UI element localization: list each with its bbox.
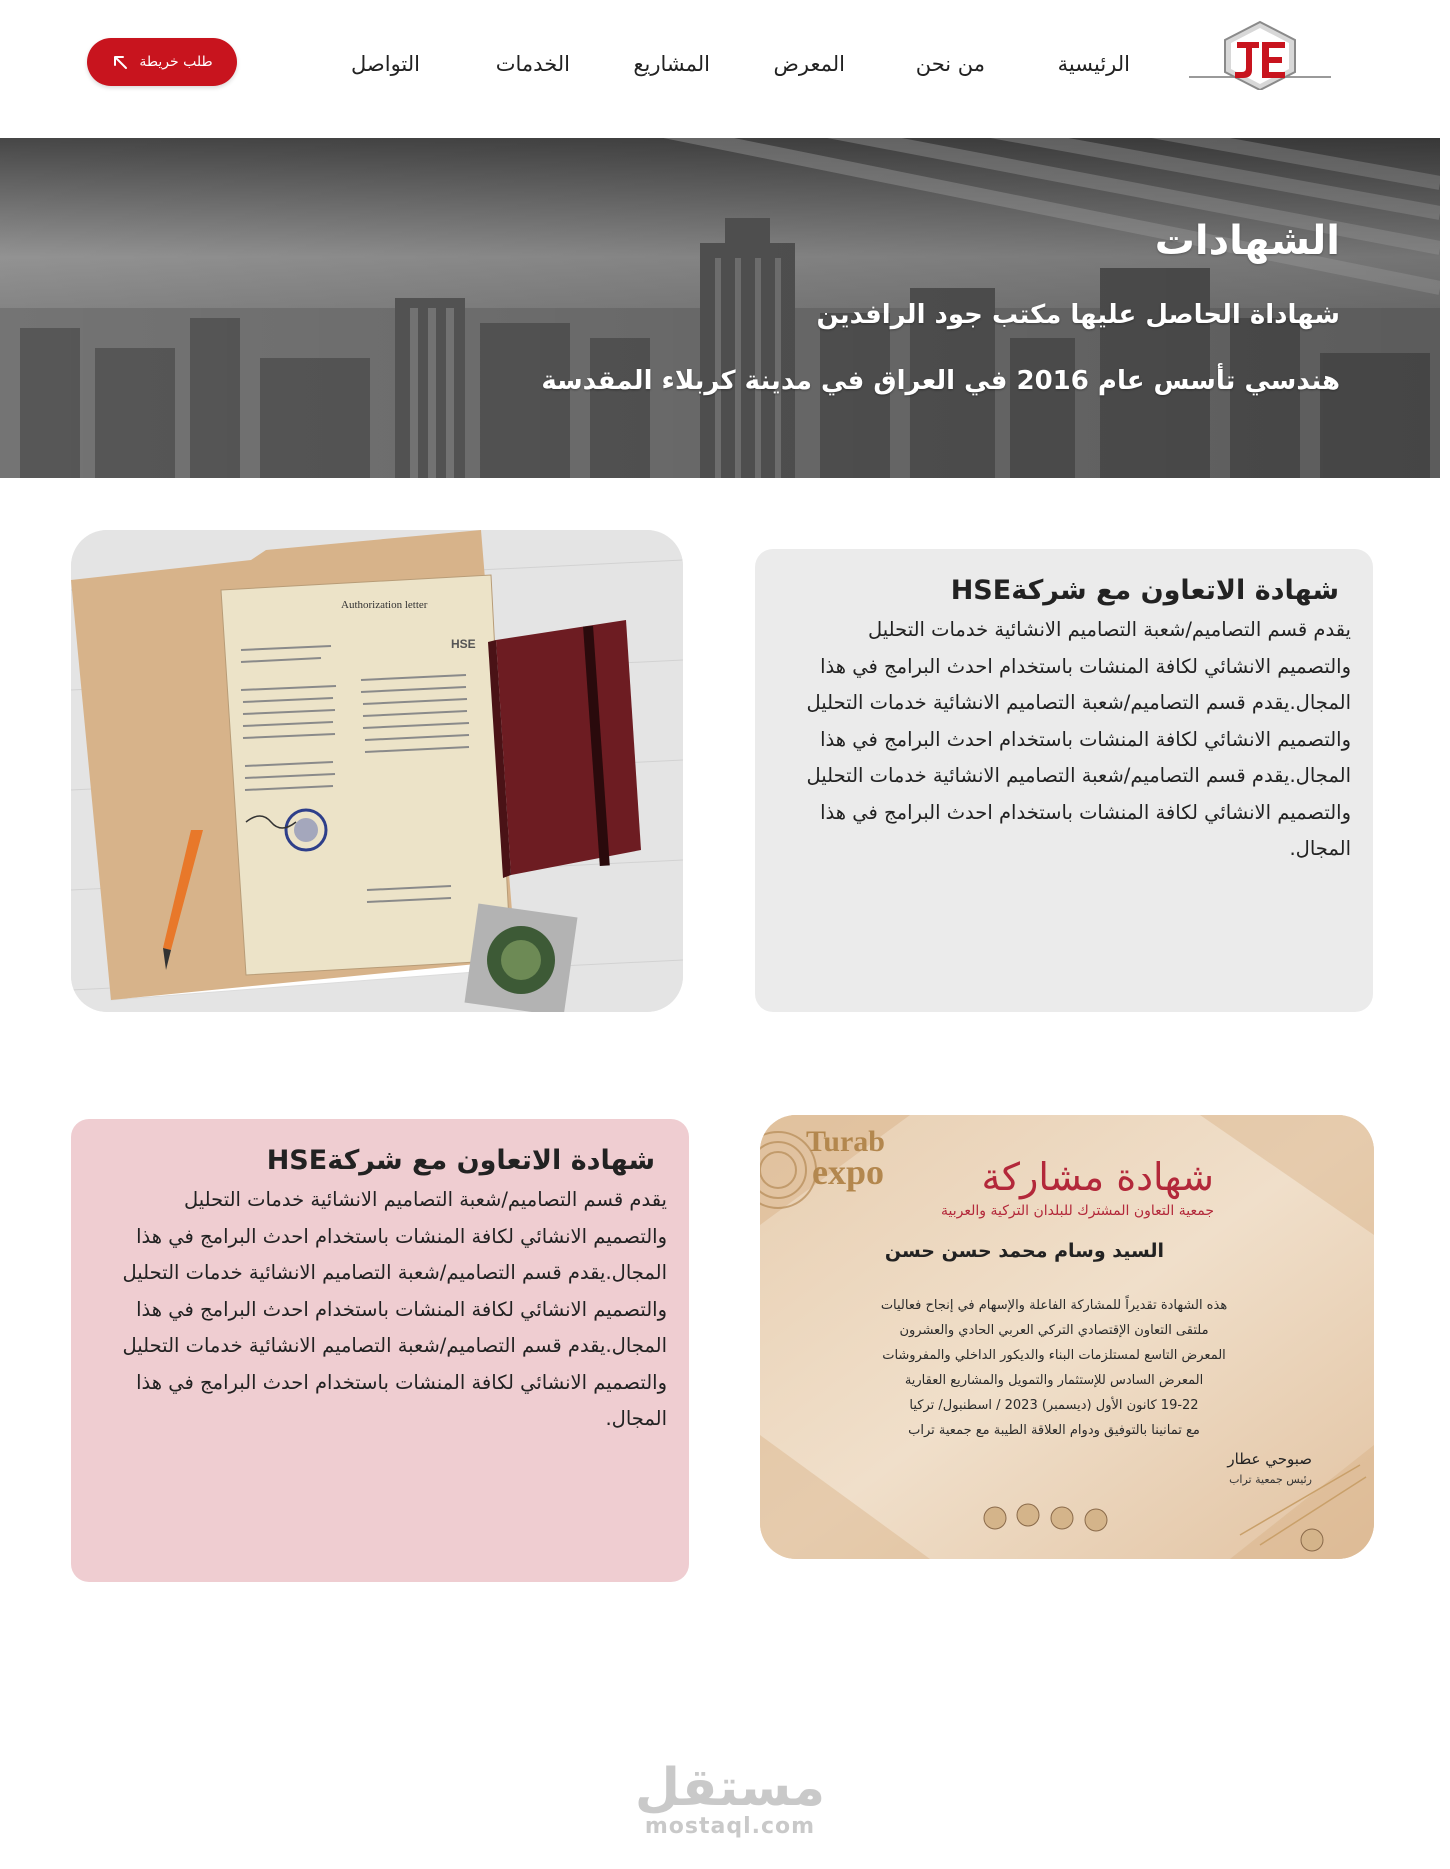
card-2-line: والتصميم الانشائي لكافة المنشات باستخدام احدث البرامج في هذا — [136, 1370, 667, 1394]
turab-logo-top: Turab — [806, 1125, 885, 1158]
certificate-body-line: ملتقى التعاون الإقتصادي التركي العربي الحادي والعشرون — [899, 1323, 1209, 1338]
request-map-button[interactable] — [87, 38, 237, 86]
certificate-recipient: السيد وسام محمد حسن حسن — [884, 1240, 1164, 1262]
card-1-line: المجال.يقدم قسم التصاميم/شعبة التصاميم الانشائية خدمات التحليل — [806, 691, 1351, 714]
arrow-up-left-icon — [111, 53, 129, 71]
card-1-line: والتصميم الانشائي لكافة المنشات باستخدام احدث البرامج في هذا — [820, 800, 1351, 824]
nav-item-services[interactable]: الخدمات — [495, 52, 570, 76]
card-2-line: المجال.يقدم قسم التصاميم/شعبة التصاميم الانشائية خدمات التحليل — [122, 1334, 667, 1357]
card-1-line: المجال.يقدم قسم التصاميم/شعبة التصاميم الانشائية خدمات التحليل — [806, 764, 1351, 787]
certificate-card-1 — [755, 549, 1373, 1012]
je-logo-icon[interactable] — [1185, 20, 1335, 90]
mostaql-watermark — [620, 1760, 840, 1839]
hero-banner — [0, 138, 1440, 478]
certificate-folder-image — [71, 530, 683, 1012]
card-1-body — [771, 612, 1351, 868]
card-2-line: يقدم قسم التصاميم/شعبة التصاميم الانشائية خدمات التحليل — [184, 1188, 667, 1211]
card-1-line: المجال. — [1289, 837, 1351, 860]
hero-subtitle-line-2: هندسي تأسس عام 2016 في العراق في مدينة كربلاء المقدسة — [541, 366, 1340, 396]
nav-item-contact[interactable]: التواصل — [351, 52, 420, 76]
card-1-line: والتصميم الانشائي لكافة المنشات باستخدام احدث البرامج في هذا — [820, 654, 1351, 678]
certificate-card-2 — [71, 1119, 689, 1582]
certificate-body-line: المعرض التاسع لمستلزمات البناء والديكور الداخلي والمفروشات — [882, 1348, 1226, 1363]
page-title: الشهادات — [1154, 218, 1340, 264]
card-2-line: والتصميم الانشائي لكافة المنشات باستخدام احدث البرامج في هذا — [136, 1297, 667, 1321]
doc-heading: Authorization letter — [341, 599, 428, 611]
card-2-body — [87, 1182, 667, 1438]
nav-item-home[interactable]: الرئيسية — [1057, 52, 1130, 76]
card-1-line: يقدم قسم التصاميم/شعبة التصاميم الانشائية خدمات التحليل — [868, 618, 1351, 641]
card-1-line: والتصميم الانشائي لكافة المنشات باستخدام احدث البرامج في هذا — [820, 727, 1351, 751]
hero-subtitle-line-1: شهاداة الحاصل عليها مكتب جود الرافدين — [816, 300, 1340, 330]
turab-logo-bottom: expo — [812, 1152, 884, 1192]
certificate-body-line: هذه الشهادة تقديراً للمشاركة الفاعلة والإسهام في إنجاح فعاليات — [880, 1298, 1228, 1313]
site-header — [0, 0, 1450, 138]
nav-item-about[interactable]: من نحن — [915, 52, 985, 76]
certificate-body-line: 19-22 كانون الأول (ديسمبر) 2023 / اسطنبول/ تركيا — [909, 1398, 1199, 1413]
doc-brand: HSE — [451, 637, 476, 651]
request-map-label: طلب خريطة — [139, 54, 213, 70]
certificate-body-line: مع تمانينا بالتوفيق ودوام العلاقة الطيبة مع جمعية تراب — [908, 1423, 1200, 1438]
certificate-signer-role: رئيس جمعية تراب — [1229, 1473, 1312, 1486]
watermark-arabic: مستقل — [634, 1758, 826, 1818]
certificate-title: شهادة مشاركة — [981, 1155, 1214, 1199]
nav-item-projects[interactable]: المشاريع — [633, 52, 710, 76]
certificate-body — [854, 1293, 1254, 1443]
card-1-title: شهادة الاتعاون مع شركةHSE — [950, 575, 1339, 606]
card-2-title: شهادة الاتعاون مع شركةHSE — [266, 1145, 655, 1176]
certificate-body-line: المعرض السادس للإستثمار والتمويل والمشاريع العقارية — [904, 1373, 1204, 1388]
nav-item-gallery[interactable]: المعرض — [773, 52, 845, 76]
card-2-line: المجال.يقدم قسم التصاميم/شعبة التصاميم الانشائية خدمات التحليل — [122, 1261, 667, 1284]
participation-certificate-image — [760, 1115, 1374, 1559]
certificate-signer: صبوحي عطار — [1227, 1450, 1312, 1468]
certificate-org: جمعية التعاون المشترك للبلدان التركية والعربية — [941, 1203, 1214, 1219]
turab-expo-logo — [806, 1125, 885, 1192]
watermark-latin: mostaql.com — [644, 1814, 816, 1839]
card-2-line: المجال. — [605, 1407, 667, 1430]
card-2-line: والتصميم الانشائي لكافة المنشات باستخدام احدث البرامج في هذا — [136, 1224, 667, 1248]
main-nav — [340, 52, 1160, 88]
